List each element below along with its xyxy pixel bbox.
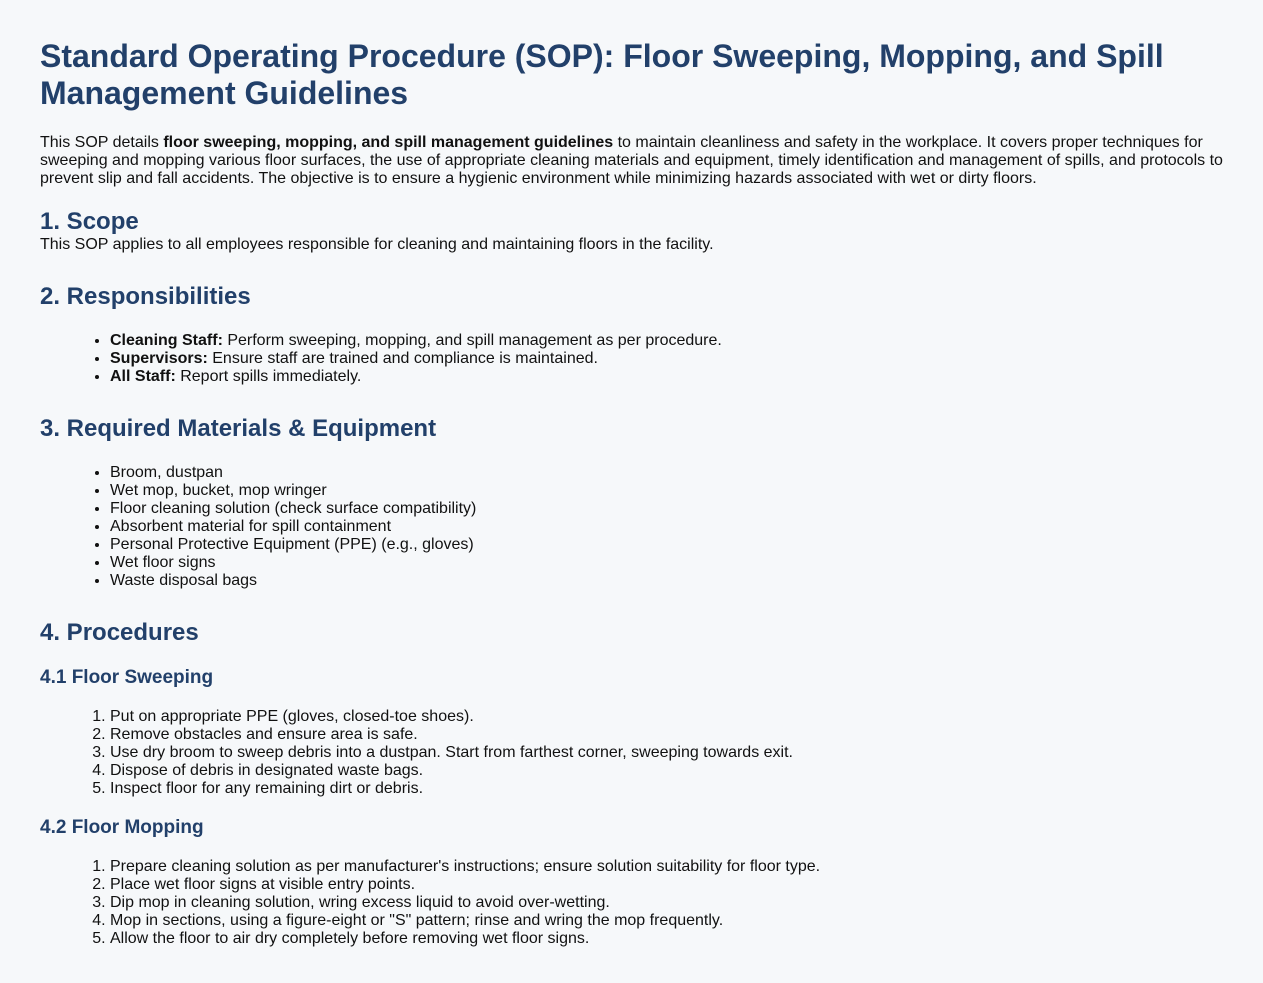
list-item: 1. Put on appropriate PPE (gloves, closed-toe shoes). [110, 708, 1239, 726]
page-title: Standard Operating Procedure (SOP): Floor Sweeping, Mopping, and Spill Management Guidelines [40, 38, 1164, 111]
intro-suffix: to maintain cleanliness and safety in the workplace. It covers proper techniques for sweeping and mopping various floor surfaces, the use of appropriate cleaning materials and equipment, timely identification and management of spills, and protocols to prevent slip and fall accidents. The objective is to ensure a hygienic environment while minimizing hazards associated with wet or dirty floors. [40, 134, 1223, 187]
scope-text: This SOP applies to all employees responsible for cleaning and maintaining floors in the facility. [40, 236, 714, 253]
list-item: 3. Dip mop in cleaning solution, wring excess liquid to avoid over-wetting. [110, 894, 1239, 912]
materials-list [40, 464, 1239, 590]
list-item: • Floor cleaning solution (check surface compatibility) [110, 500, 1239, 518]
list-item: 5. Inspect floor for any remaining dirt or debris. [110, 780, 1239, 798]
list-item: 4. Mop in sections, using a figure-eight or "S" pattern; rinse and wring the mop frequently. [110, 912, 1239, 930]
list-item: 4. Dispose of debris in designated waste bags. [110, 762, 1239, 780]
role-text: Ensure staff are trained and compliance is maintained. [207, 350, 598, 367]
materials-heading: 3. Required Materials & Equipment [40, 415, 437, 442]
role-label: Cleaning Staff: [110, 332, 223, 349]
procedures-heading: 4. Procedures [40, 619, 199, 646]
intro-bold: floor sweeping, mopping, and spill management guidelines [163, 134, 614, 151]
role-label: All Staff: [110, 368, 176, 385]
list-item: 5. Allow the floor to air dry completely before removing wet floor signs. [110, 930, 1239, 948]
list-item: • Absorbent material for spill containment [110, 518, 1239, 536]
sweeping-heading: 4.1 Floor Sweeping [40, 667, 214, 688]
list-item: • Wet floor signs [110, 554, 1239, 572]
responsibilities-list [40, 332, 1239, 386]
mopping-heading: 4.2 Floor Mopping [40, 817, 204, 838]
list-item: 3. Use dry broom to sweep debris into a dustpan. Start from farthest corner, sweeping towards exit. [110, 744, 1239, 762]
list-item: • Broom, dustpan [110, 464, 1239, 482]
intro-prefix: This SOP details [40, 134, 164, 151]
list-item: • Personal Protective Equipment (PPE) (e.g., gloves) [110, 536, 1239, 554]
role-text: Report spills immediately. [175, 368, 362, 385]
role-text: Perform sweeping, mopping, and spill management as per procedure. [222, 332, 722, 349]
intro-paragraph [40, 134, 1239, 188]
sweeping-steps [40, 708, 1239, 798]
list-item [110, 368, 1239, 386]
responsibilities-heading: 2. Responsibilities [40, 283, 251, 310]
list-item: • Waste disposal bags [110, 572, 1239, 590]
mopping-steps [40, 858, 1239, 948]
list-item: 2. Remove obstacles and ensure area is safe. [110, 726, 1239, 744]
list-item: 2. Place wet floor signs at visible entry points. [110, 876, 1239, 894]
list-item [110, 332, 1239, 350]
list-item: 1. Prepare cleaning solution as per manufacturer's instructions; ensure solution suitability for floor type. [110, 858, 1239, 876]
scope-heading: 1. Scope [40, 208, 139, 235]
list-item: • Wet mop, bucket, mop wringer [110, 482, 1239, 500]
list-item [110, 350, 1239, 368]
role-label: Supervisors: [110, 350, 208, 367]
